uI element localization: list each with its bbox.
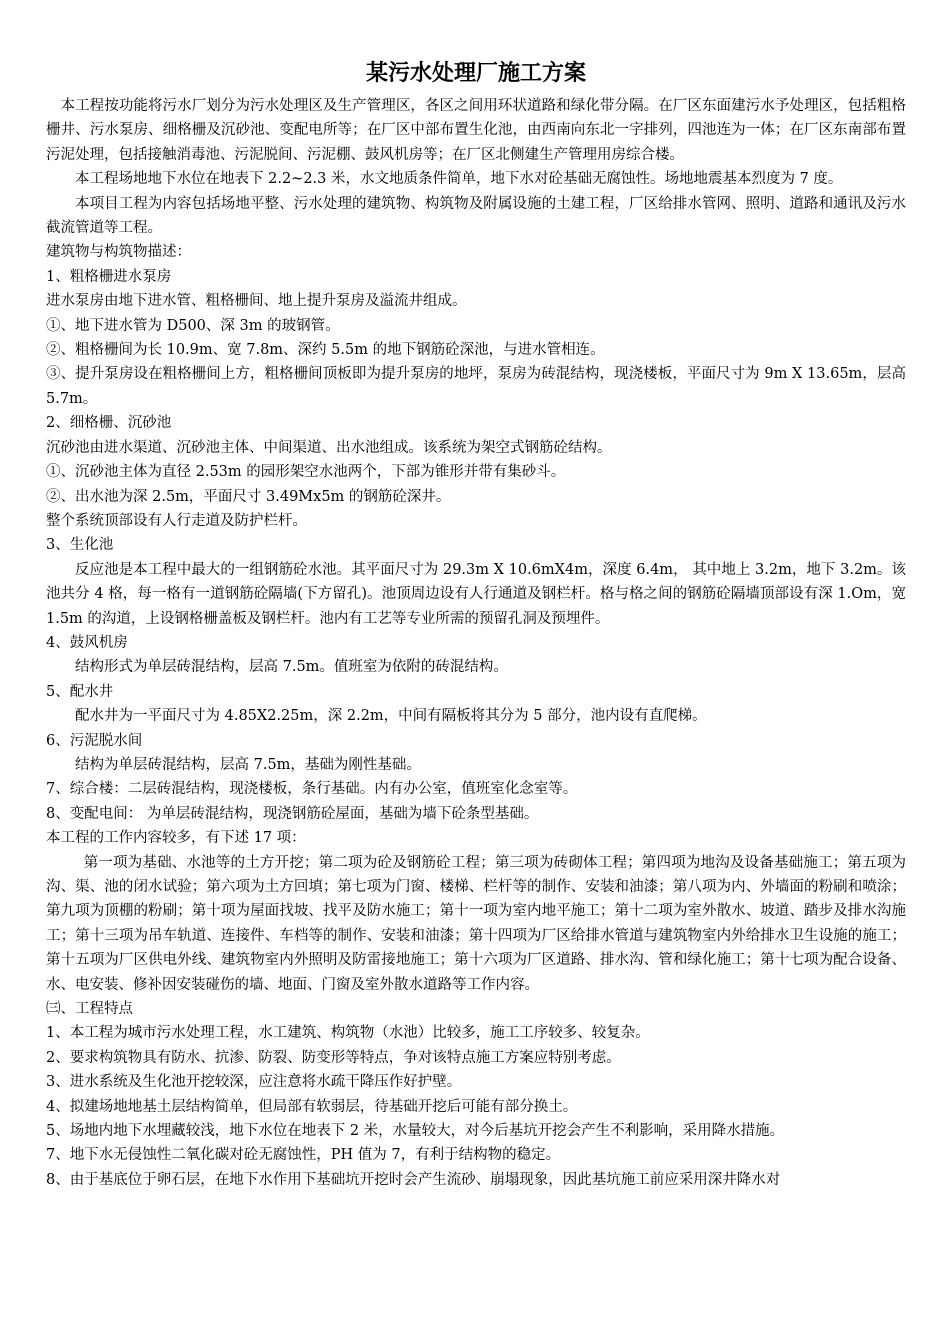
body-line: 整个系统顶部设有人行走道及防护栏杆。	[46, 512, 307, 529]
body-line: 7、综合楼：二层砖混结构，现浇楼板，条行基础。内有办公室，值班室化念室等。	[46, 781, 578, 798]
body-line: ②、出水池为深 2.5m，平面尺寸 3.49Mx5m 的钢筋砼深井。	[46, 488, 451, 505]
feature-line: 4、拟建场地地基土层结构简单，但局部有软弱层，待基础开挖后可能有部分换土。	[46, 1098, 578, 1115]
body-line: ①、地下进水管为 D500、深 3m 的玻钢管。	[46, 317, 340, 334]
body-paragraph: 结构为单层砖混结构，层高 7.5m，基础为刚性基础。	[75, 756, 421, 773]
body-line: 8、变配电间： 为单层砖混结构，现浇钢筋砼屋面，基础为墙下砼条型基础。	[46, 805, 539, 822]
body-line: ③、提升泵房设在粗格栅间上方，粗格栅间顶板即为提升泵房的地坪，泵房为砖混结构，现浇楼板，平面尺寸为 9m X 13.65m，层高 5.7m。	[46, 366, 906, 407]
body-line: 沉砂池由进水渠道、沉砂池主体、中间渠道、出水池组成。该系统为架空式钢筋砼结构。	[46, 439, 612, 456]
item-heading: 4、鼓风机房	[46, 634, 128, 651]
item-heading: 5、配水井	[46, 683, 114, 700]
document-title: 某污水处理厂施工方案	[365, 60, 586, 86]
feature-line: 7、地下水无侵蚀性二氧化碳对砼无腐蚀性，PH 值为 7，有利于结构物的稳定。	[46, 1147, 561, 1164]
body-line: ①、沉砂池主体为直径 2.53m 的园形架空水池两个，下部为锥形并带有集砂斗。	[46, 464, 566, 481]
intro-paragraph: 本工程按功能将污水厂划分为污水处理区及生产管理区，各区之间用环状道路和绿化带分隔。在厂区东面建污水予处理区，包括粗格栅井、污水泵房、细格栅及沉砂池、变配电所等；在厂区中部布置生化池，由西南向东北一字排列，四池连为一体；在厂区东南部布置污泥处理，包括接触消毒池、污泥脱间、污泥棚、鼓风机房等；在厂区北侧建生产管理用房综合楼。	[46, 98, 906, 163]
feature-line: 3、进水系统及生化池开挖较深，应注意将水疏干降压作好护壁。	[46, 1074, 462, 1091]
body-line: 本工程的工作内容较多，有下述 17 项：	[46, 830, 306, 847]
item-heading: 2、细格栅、沉砂池	[46, 415, 172, 432]
feature-line: 1、本工程为城市污水处理工程，水工建筑、构筑物（水池）比较多，施工工序较多、较复杂。	[46, 1025, 650, 1042]
body-paragraph: 结构形式为单层砖混结构，层高 7.5m。值班室为依附的砖混结构。	[75, 659, 508, 676]
work-items-paragraph: 第一项为基础、水池等的土方开挖；第二项为砼及钢筋砼工程；第三项为砖砌体工程；第四项为地沟及设备基础施工；第五项为沟、渠、池的闭水试验；第六项为土方回填；第七项为门窗、楼梯、栏杆等的制作、安装和油漆；第八项为内、外墙面的粉刷和喷涂；第九项为顶棚的粉刷；第十项为屋面找坡、找平及防水施工；第十一项为室内地平施工；第十二项为室外散水、坡道、踏步及排水沟施工；第十三项为吊车轨道、连接件、车档等的制作、安装和油漆；第十四项为厂区给排水管道与建筑物室内外给排水卫生设施的施工；第十五项为厂区供电外线、建筑物室内外照明及防雷接地施工；第十六项为厂区道路、排水沟、管和绿化施工；第十七项为配合设备、水、电安装、修补因安装碰伤的墙、地面、门窗及室外散水道路等工作内容。	[46, 854, 906, 993]
item-heading: 6、污泥脱水间	[46, 732, 143, 749]
feature-line: 2、要求构筑物具有防水、抗渗、防裂、防变形等特点，争对该特点施工方案应特别考虑。	[46, 1049, 621, 1066]
section-heading: 建筑物与构筑物描述：	[46, 244, 191, 261]
feature-line: 8、由于基底位于卵石层，在地下水作用下基础坑开挖时会产生流砂、崩塌现象，因此基坑施工前应采用深井降水对	[46, 1171, 781, 1188]
body-paragraph: 反应池是本工程中最大的一组钢筋砼水池。其平面尺寸为 29.3m X 10.6mX4m，深度 6.4m， 其中地上 3.2m，地下 3.2m。该池共分 4 格，每一格有一道钢筋砼隔墙(下方留孔)。池顶周边设有人行通道及钢栏杆。格与格之间的钢筋砼隔墙顶部设有深 1.Om，宽 1.5m 的沟道，上设钢格栅盖板及钢栏杆。池内有工艺等专业所需的预留孔洞及预埋件。	[46, 561, 906, 627]
body-line: 进水泵房由地下进水管、粗格栅间、地上提升泵房及溢流井组成。	[46, 293, 467, 310]
body-paragraph: 配水井为一平面尺寸为 4.85X2.25m，深 2.2m，中间有隔板将其分为 5 部分，池内设有直爬梯。	[75, 708, 707, 725]
item-heading: 3、生化池	[46, 537, 114, 554]
item-heading: 1、粗格栅进水泵房	[46, 268, 172, 285]
groundwater-paragraph: 本工程场地地下水位在地表下 2.2~2.3 米，水文地质条件简单，地下水对砼基础无腐蚀性。场地地震基本烈度为 7 度。	[75, 171, 843, 188]
feature-line: 5、场地内地下水埋藏较浅，地下水位在地表下 2 米，水量较大，对今后基坑开挖会产生不利影响，采用降水措施。	[46, 1123, 785, 1140]
document-page	[46, 58, 906, 1192]
body-line: ②、粗格栅间为长 10.9m、宽 7.8m、深约 5.5m 的地下钢筋砼深池，与进水管相连。	[46, 342, 605, 359]
section-heading: ㈢、工程特点	[46, 1001, 133, 1018]
scope-paragraph: 本项目工程为内容包括场地平整、污水处理的建筑物、构筑物及附属设施的土建工程，厂区给排水管网、照明、道路和通讯及污水截流管道等工程。	[46, 195, 906, 237]
